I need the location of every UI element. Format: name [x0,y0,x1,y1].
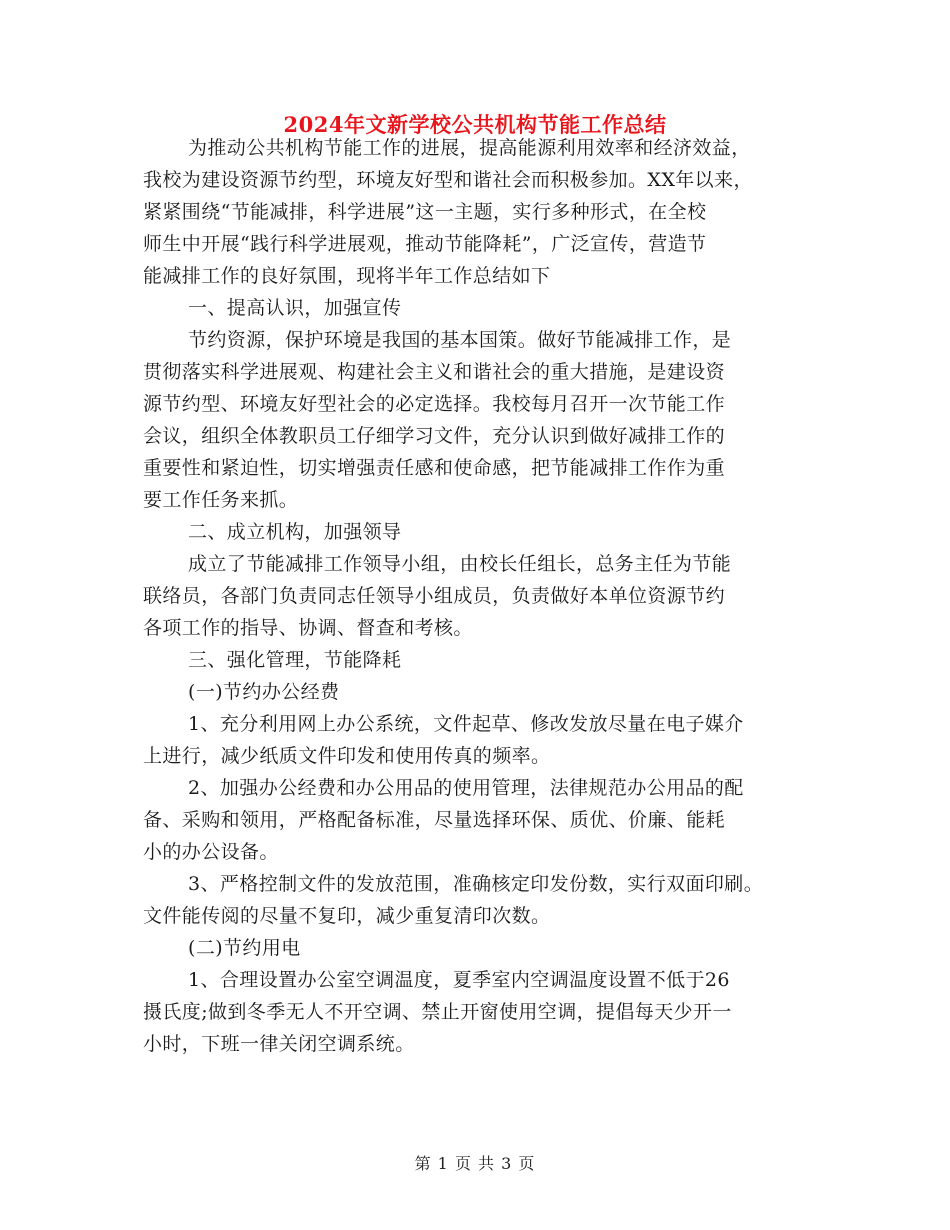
body-paragraph [143,772,823,868]
text-line: 能减排工作的良好氛围，现将半年工作总结如下 [143,265,551,287]
body-paragraph [143,868,823,932]
text-line: 联络员，各部门负责同志任领导小组成员，负责做好本单位资源节约 [143,585,726,607]
text-line: 师生中开展“践行科学进展观，推动节能降耗”，广泛宣传，营造节 [143,233,707,255]
body-paragraph [143,324,823,516]
text-line: 小的办公设备。 [143,841,279,863]
text-line: 要工作任务来抓。 [143,489,299,511]
text-line: 2、加强办公经费和办公用品的使用管理，法律规范办公用品的配 [188,777,744,799]
text-line: 备、采购和领用，严格配备标准，尽量选择环保、质优、价廉、能耗 [143,809,726,831]
body-paragraph [143,132,823,292]
text-line: 二、成立机构，加强领导 [188,521,402,543]
text-line: 各项工作的指导、协调、督查和考核。 [143,617,473,639]
body-paragraph [143,964,823,1060]
section-heading [143,676,823,708]
text-line: 摄氏度;做到冬季无人不开空调、禁止开窗使用空调，提倡每天少开一 [143,1001,732,1023]
document-title: 2024年文新学校公共机构节能工作总结 [283,112,667,137]
body-paragraph [143,708,823,772]
text-line: 成立了节能减排工作领导小组，由校长任组长，总务主任为节能 [188,553,732,575]
text-line: 3、严格控制文件的发放范围，准确核定印发份数，实行双面印刷。 [188,873,764,895]
text-line: 文件能传阅的尽量不复印，减少重复清印次数。 [143,905,551,927]
text-line: 紧紧围绕“节能减排，科学进展”这一主题，实行多种形式，在全校 [143,201,707,223]
document-body [143,132,823,1060]
section-heading [143,292,823,324]
text-line: (一)节约办公经费 [188,681,340,703]
text-line: 一、提高认识，加强宣传 [188,297,402,319]
text-line: 重要性和紧迫性，切实增强责任感和使命感，把节能减排工作作为重 [143,457,726,479]
text-line: 上进行，减少纸质文件印发和使用传真的频率。 [143,745,551,767]
text-line: 会议，组织全体教职员工仔细学习文件，充分认识到做好减排工作的 [143,425,726,447]
text-line: 三、强化管理，节能降耗 [188,649,402,671]
page-footer: 第 1 页 共 3 页 [414,1154,536,1173]
text-line: 为推动公共机构节能工作的进展，提高能源利用效率和经济效益， [188,137,751,159]
text-line: (二)节约用电 [188,937,301,959]
text-line: 1、充分利用网上办公系统，文件起草、修改发放尽量在电子媒介 [188,713,744,735]
text-line: 节约资源，保护环境是我国的基本国策。做好节能减排工作，是 [188,329,732,351]
section-heading [143,644,823,676]
text-line: 1、合理设置办公室空调温度，夏季室内空调温度设置不低于26 [188,969,730,991]
body-paragraph [143,548,823,644]
text-line: 贯彻落实科学进展观、构建社会主义和谐社会的重大措施，是建设资 [143,361,726,383]
section-heading [143,516,823,548]
text-line: 源节约型、环境友好型社会的必定选择。我校每月召开一次节能工作 [143,393,726,415]
section-heading [143,932,823,964]
text-line: 我校为建设资源节约型，环境友好型和谐社会而积极参加。XX年以来， [143,169,753,191]
text-line: 小时，下班一律关闭空调系统。 [143,1033,415,1055]
